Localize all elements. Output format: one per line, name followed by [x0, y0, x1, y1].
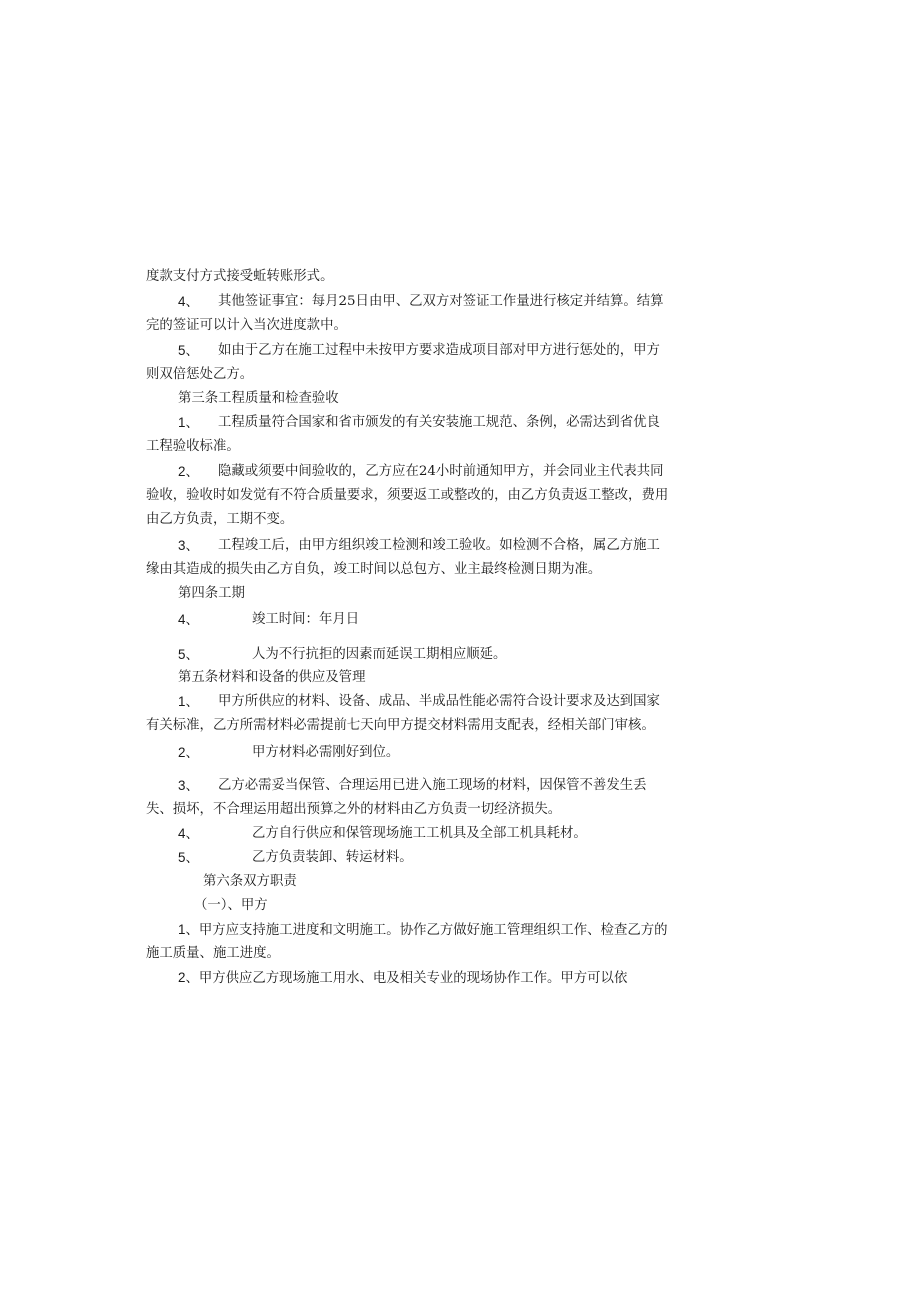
list-marker: 2、	[178, 745, 199, 760]
list-marker: 1、	[178, 415, 199, 430]
paragraph-line: 失、损坏，不合理运用超出预算之外的材料由乙方负责一切经济损失。	[146, 802, 562, 817]
list-item-line	[178, 744, 693, 763]
list-item-line	[178, 463, 693, 482]
subsection-heading: （一）、甲方	[194, 898, 268, 913]
list-item-text: 甲方所供应的材料、设备、成品、半成品性能必需符合设计要求及达到国家	[218, 694, 660, 709]
section-heading: 第五条材料和设备的供应及管理	[178, 670, 366, 685]
list-item-text: 如由于乙方在施工过程中未按甲方要求造成项目部对甲方进行惩处的，甲方	[218, 343, 660, 358]
list-item-text: 甲方供应乙方现场施工用水、电及相关专业的现场协作工作。甲方可以依	[198, 971, 628, 986]
list-marker: 4、	[178, 612, 199, 627]
section-heading: 第三条工程质量和检查验收	[178, 391, 339, 406]
list-item-line	[178, 777, 693, 796]
list-item-text: 竣工时间：年月日	[252, 612, 360, 627]
list-item-text: 甲方应支持施工进度和文明施工。协作乙方做好施工管理组织工作、检查乙方的	[198, 923, 668, 938]
list-marker: 1、	[178, 922, 199, 937]
list-item-line	[178, 646, 693, 665]
list-item-text: 隐藏或须要中间验收的，乙方应在24小时前通知甲方，并会同业主代表共同	[218, 464, 664, 479]
list-marker: 3、	[178, 538, 199, 553]
list-marker: 1、	[178, 694, 199, 709]
paragraph-line: 缘由其造成的损失由乙方自负，竣工时间以总包方、业主最终检测日期为准。	[146, 562, 602, 577]
list-item-line	[178, 414, 693, 433]
paragraph-line: 施工质量、施工进度。	[146, 946, 280, 961]
list-item-text: 工程竣工后，由甲方组织竣工检测和竣工验收。如检测不合格，属乙方施工	[218, 538, 660, 553]
list-marker: 4、	[178, 826, 199, 841]
section-heading: 第六条双方职责	[203, 874, 297, 889]
list-marker: 2、	[178, 464, 199, 479]
list-marker: 3、	[178, 778, 199, 793]
list-item-line	[178, 921, 668, 940]
section-heading: 第四条工期	[178, 586, 245, 601]
list-item-line	[178, 825, 693, 844]
list-item-text: 乙方必需妥当保管、合理运用已进入施工现场的材料，因保管不善发生丢	[218, 778, 647, 793]
paragraph-line: 有关标准，乙方所需材料必需提前七天向甲方提交材料需用支配表，经相关部门审核。	[146, 718, 655, 733]
list-item-line	[178, 537, 693, 556]
list-item-line	[178, 969, 627, 988]
list-item-text: 乙方负责装卸、转运材料。	[252, 850, 413, 865]
paragraph-line: 度款支付方式接受蚯转账形式。	[146, 269, 334, 284]
paragraph-line: 验收，验收时如发觉有不符合质量要求，须要返工或整改的，由乙方负责返工整改，费用	[146, 488, 669, 503]
list-marker: 2、	[178, 970, 199, 985]
paragraph-line: 则双倍惩处乙方。	[146, 367, 254, 382]
paragraph-line: 完的签证可以计入当次进度款中。	[146, 318, 347, 333]
list-item-text: 其他签证事宜：每月25日由甲、乙双方对签证工作量进行核定并结算。结算	[218, 294, 664, 309]
list-marker: 5、	[178, 343, 199, 358]
list-item-text: 工程质量符合国家和省市颁发的有关安装施工规范、条例，必需达到省优良	[218, 415, 660, 430]
list-marker: 5、	[178, 647, 199, 662]
list-item-line	[178, 342, 693, 361]
paragraph-line: 工程验收标准。	[146, 439, 240, 454]
list-item-text: 人为不行抗拒的因素而延误工期相应顺延。	[252, 647, 507, 662]
list-item-line	[178, 611, 693, 630]
list-marker: 4、	[178, 294, 199, 309]
list-item-text: 乙方自行供应和保管现场施工工机具及全部工机具耗材。	[252, 826, 587, 841]
paragraph-line: 由乙方负责，工期不变。	[146, 512, 294, 527]
list-item-line	[178, 849, 693, 868]
list-item-text: 甲方材料必需刚好到位。	[252, 745, 400, 760]
list-item-line	[178, 693, 693, 712]
list-item-line	[178, 293, 693, 312]
list-marker: 5、	[178, 850, 199, 865]
